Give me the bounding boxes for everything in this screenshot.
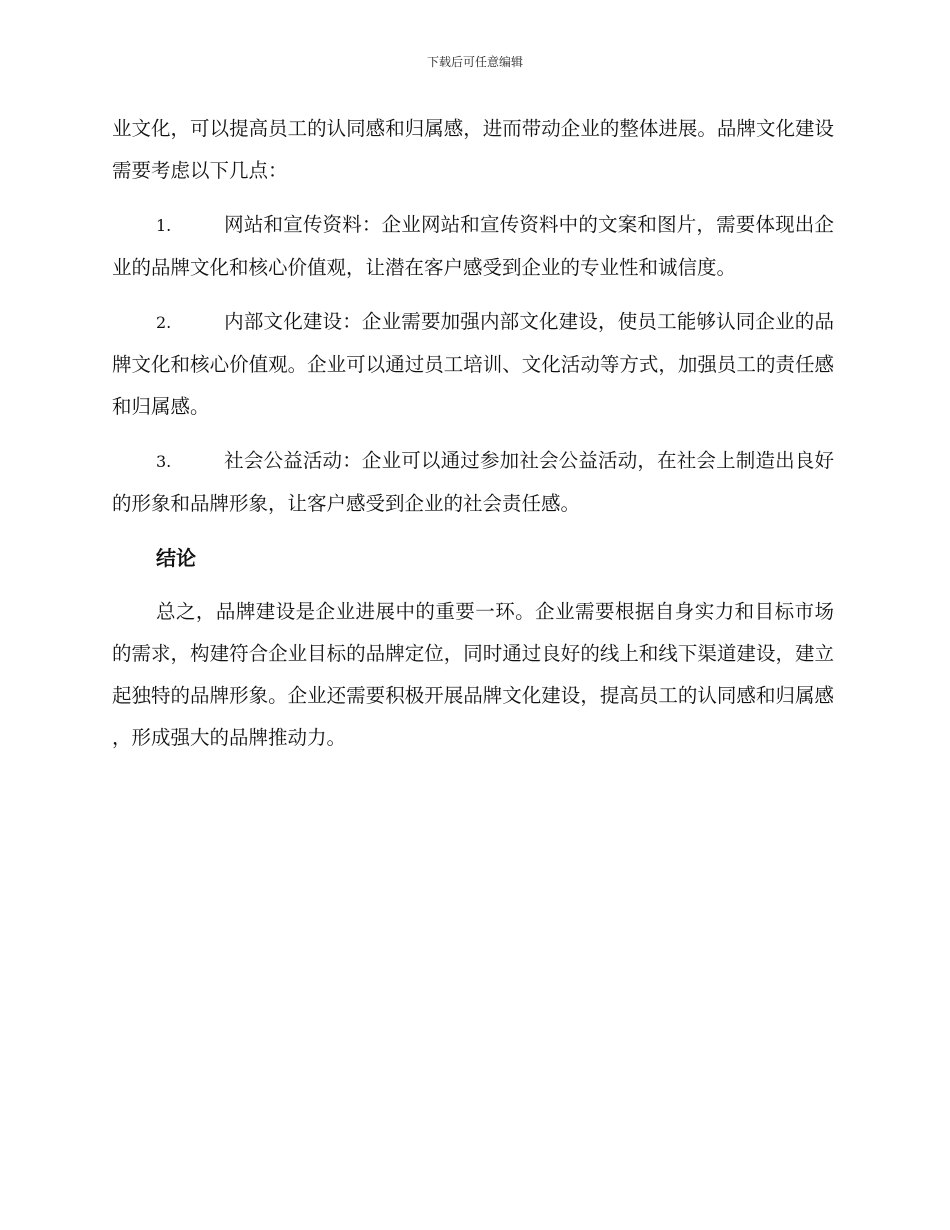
list-item-2 [112, 301, 834, 428]
list-item-1 [112, 204, 834, 289]
conclusion-heading: 结论 [156, 546, 196, 570]
list-item-3 [112, 440, 834, 525]
list-text-1: 网站和宣传资料：企业网站和宣传资料中的文案和图片，需要体现出企业的品牌文化和核心价值观，让潜在客户感受到企业的专业性和诚信度。 [112, 213, 834, 279]
list-text-3: 社会公益活动：企业可以通过参加社会公益活动，在社会上制造出良好的形象和品牌形象，让客户感受到企业的社会责任感。 [112, 449, 834, 515]
conclusion-paragraph: 总之，品牌建设是企业进展中的重要一环。企业需要根据自身实力和目标市场的需求，构建符合企业目标的品牌定位，同时通过良好的线上和线下渠道建设，建立起独特的品牌形象。企业还需要积极开展品牌文化建设，提高员工的认同感和归属感，形成强大的品牌推动力。 [112, 600, 834, 749]
intro-paragraph: 业文化，可以提高员工的认同感和归属感，进而带动企业的整体进展。品牌文化建设需要考虑以下几点： [112, 117, 834, 182]
list-number-3: 3. [156, 452, 172, 471]
list-number-2: 2. [156, 313, 172, 332]
document-content [112, 108, 834, 759]
list-number-1: 1. [156, 216, 172, 235]
page-header-note: 下载后可任意编辑 [426, 55, 523, 69]
list-text-2: 内部文化建设：企业需要加强内部文化建设，使员工能够认同企业的品牌文化和核心价值观。企业可以通过员工培训、文化活动等方式，加强员工的责任感和归属感。 [112, 310, 834, 418]
